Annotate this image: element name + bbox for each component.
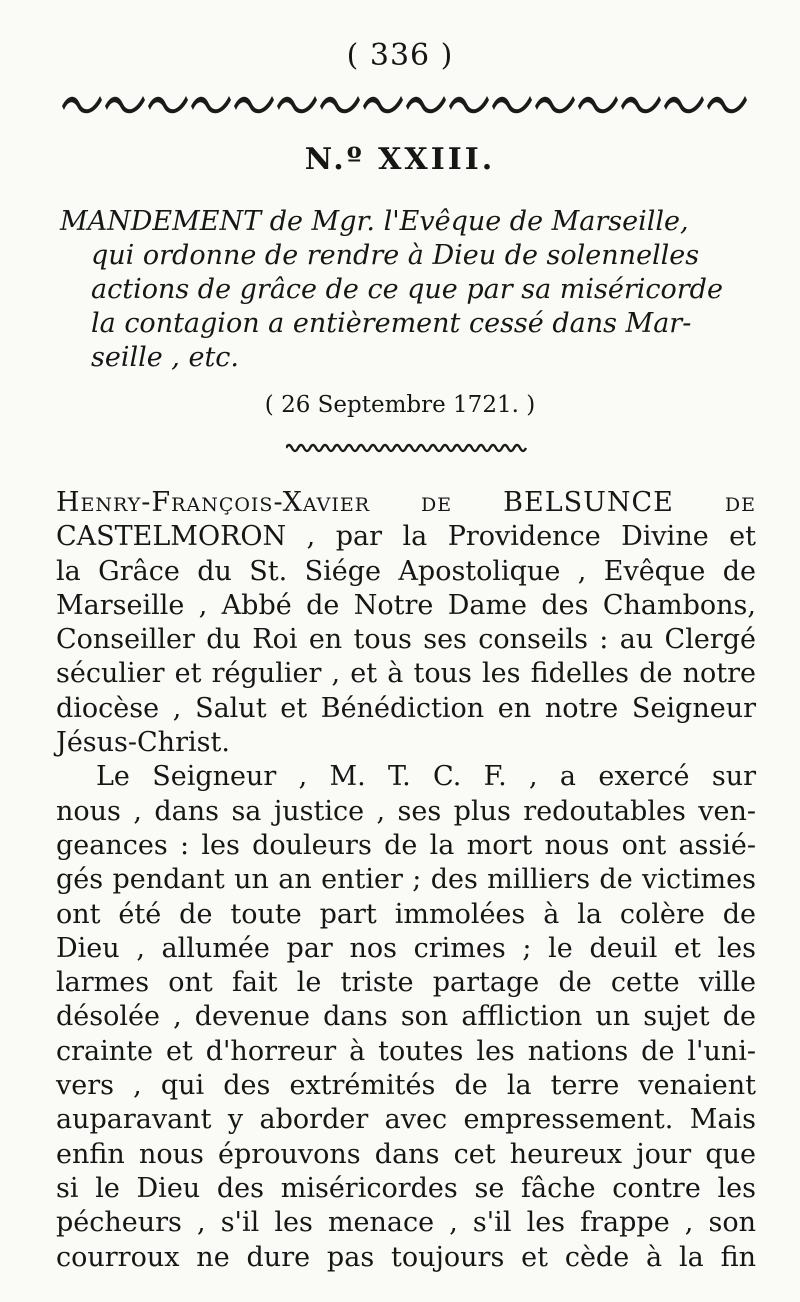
- body-line: nous , dans sa justice , ses plus redoutables ven-: [56, 795, 756, 827]
- body-line: gés pendant un an entier ; des milliers de victimes: [56, 864, 756, 896]
- body-line: enfin nous éprouvons dans cet heureux jour que: [56, 1138, 756, 1170]
- body-line: ont été de toute part immolées à la colère de: [56, 898, 756, 930]
- body-line: geances : les douleurs de la mort nous ont assié-: [56, 829, 756, 861]
- body-line: auparavant y aborder avec empressement. Mais: [56, 1104, 756, 1136]
- document-date: ( 26 Septembre 1721. ): [264, 392, 536, 418]
- body-line: Marseille , Abbé de Notre Dame des Chambons,: [56, 589, 756, 621]
- body-line: Henry-François-Xavier de BELSUNCE de: [56, 487, 756, 518]
- heading-line: la contagion a entièrement cessé dans Mar-: [91, 308, 692, 339]
- heading-line: qui ordonne de rendre à Dieu de solennelles: [91, 240, 700, 271]
- body-line: séculier et régulier , et à tous les fidelles de notre: [56, 658, 756, 690]
- ornament-rule-middle: [286, 441, 530, 455]
- document-heading: [60, 205, 760, 375]
- body-text: [56, 486, 756, 1275]
- body-line: larmes ont fait le triste partage de cette ville: [56, 967, 756, 999]
- body-line: si le Dieu des miséricordes se fâche contre les: [56, 1172, 756, 1204]
- body-line: pécheurs , s'il les menace , s'il les frappe , son: [56, 1207, 756, 1239]
- body-line: crainte et d'horreur à toutes les nations de l'uni-: [56, 1035, 756, 1067]
- body-line: désolée , devenue dans son affliction un sujet de: [56, 1001, 756, 1033]
- body-line: CASTELMORON , par la Providence Divine et: [56, 521, 756, 553]
- body-line: Jésus-Christ.: [56, 727, 230, 759]
- body-line: courroux ne dure pas toujours et cède à la fin: [56, 1241, 756, 1273]
- body-line: Le Seigneur , M. T. C. F. , a exercé sur: [96, 761, 756, 793]
- heading-line: actions de grâce de ce que par sa miséricorde: [91, 274, 723, 305]
- entry-number: N.º XXIII.: [304, 142, 496, 177]
- body-line: vers , qui des extrémités de la terre venaient: [56, 1070, 756, 1102]
- body-line: Conseiller du Roi en tous ses conseils : au Clergé: [56, 624, 756, 656]
- heading-line: seille , etc.: [91, 342, 239, 373]
- body-line: Dieu , allumée par nos crimes ; le deuil et les: [56, 932, 756, 964]
- body-line: la Grâce du St. Siége Apostolique , Evêque de: [56, 555, 756, 587]
- page-number: ( 336 ): [346, 38, 454, 73]
- heading-line: MANDEMENT de Mgr. l'Evêque de Marseille,: [60, 206, 689, 237]
- ornament-rule-top: [60, 86, 750, 118]
- body-line: diocèse , Salut et Bénédiction en notre Seigneur: [56, 692, 756, 724]
